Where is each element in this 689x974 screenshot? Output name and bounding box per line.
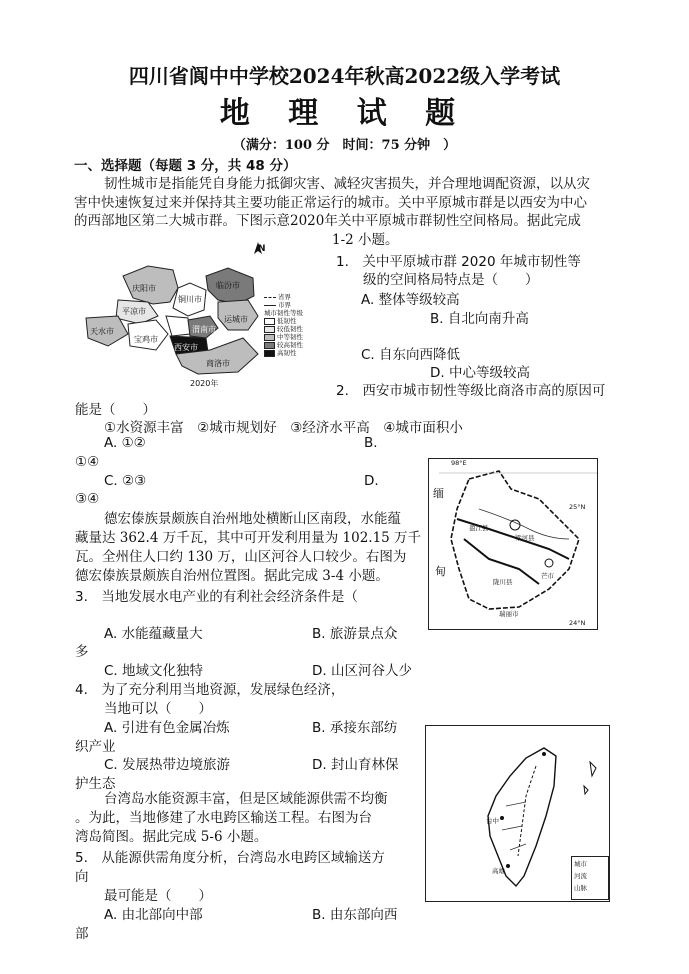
passage3-line2: 。为此，当地修建了水电跨区输送工程。右图为台: [75, 810, 372, 826]
q4-option-d-cont: 护生态: [75, 776, 116, 792]
q4-option-a[interactable]: A. 引进有色金属冶炼: [104, 720, 230, 736]
q4-option-b[interactable]: B. 承接东部纺: [312, 720, 398, 736]
islets: [584, 762, 596, 794]
section-heading: 一、选择题（每题 3 分，共 48 分）: [74, 158, 297, 174]
map2-place-ruili: 瑞丽市: [499, 610, 519, 618]
map3-legend-city: 城市: [574, 860, 587, 868]
q2-option-b-cont: ①④: [75, 454, 100, 470]
map2-lon: 98°E: [451, 459, 467, 467]
subject-title: 地 理 试 题: [219, 96, 470, 131]
q5-stem-line3: 最可能是（ ）: [104, 888, 212, 904]
legend-heading: 城市韧性等级: [264, 309, 303, 317]
q3-option-b[interactable]: B. 旅游景点众: [312, 626, 398, 642]
q2-option-d[interactable]: D.: [364, 473, 379, 489]
map1-label-tianshui: 天水市: [90, 327, 114, 336]
city-dot-icon-2: [500, 816, 504, 820]
q2-statements: ①水资源丰富 ②城市规划好 ③经济水平高 ④城市面积小: [104, 420, 463, 436]
legend-swatch-high: [264, 350, 275, 357]
q4-option-c[interactable]: C. 发展热带边境旅游: [104, 757, 231, 773]
dehong-map-drawing: [429, 459, 597, 629]
map3-city-gaoxiong: 高雄: [492, 867, 505, 875]
map2-place-mangshi: 芒市: [541, 572, 554, 580]
q1-option-c[interactable]: C. 自东向西降低: [361, 347, 461, 363]
q5-stem-line2: 向: [75, 869, 89, 885]
map2-place-longchuan: 陇川县: [493, 578, 513, 586]
map2-region: 缅: [433, 487, 444, 500]
taiwan-map: [425, 725, 610, 902]
passage1-line1: 韧性城市是指能凭自身能力抵御灾害、减轻灾害损失，并合理地调配资源，以从灾: [104, 176, 590, 192]
legend-city: 市界: [278, 301, 291, 309]
q2-stem-line2: 能是（ ）: [75, 402, 156, 418]
dehong-map: [428, 458, 598, 630]
q3-option-c[interactable]: C. 地域文化独特: [104, 663, 204, 679]
map1-label-yuncheng: 运城市: [224, 315, 248, 324]
q1-stem-line1: 1. 关中平原城市群 2020 年城市韧性等: [336, 254, 581, 270]
legend-lower: 较低韧性: [277, 325, 303, 333]
q1-option-d[interactable]: D. 中心等级较高: [430, 365, 530, 381]
legend-higher: 较高韧性: [277, 341, 303, 349]
q2-option-a[interactable]: A. ①②: [104, 435, 146, 451]
map2-region2: 甸: [435, 565, 446, 578]
passage2-line2: 藏量达 362.4 万千瓦，其中可开发利用量为 102.15 万千: [75, 530, 422, 546]
map2-lat1: 25°N: [569, 503, 586, 511]
map1-label-linfen: 临汾市: [216, 281, 240, 290]
legend-province: 省界: [278, 293, 291, 301]
q4-stem-line1: 4. 为了充分利用当地资源，发展绿色经济，: [75, 682, 345, 698]
passage2-line3: 瓦。全州住人口约 130 万，山区河谷人口较少。右图为: [75, 549, 407, 565]
passage3-line3: 湾岛简图。据此完成 5-6 小题。: [75, 829, 268, 845]
legend-high: 高韧性: [277, 349, 297, 357]
q5-option-b-cont: 部: [75, 926, 89, 942]
map1-label-qingyang: 庆阳市: [132, 284, 156, 293]
q2-option-c[interactable]: C. ②③: [104, 473, 147, 489]
guanzhong-map: [78, 238, 330, 390]
q4-stem-line2: 当地可以（ ）: [104, 701, 212, 717]
map1-label-baoji: 宝鸡市: [134, 335, 158, 344]
map1-label-xian: 西安市: [174, 343, 198, 352]
passage2-line1: 德宏傣族景颇族自治州地处横断山区南段，水能蕴: [104, 511, 401, 527]
map2-place-lianghe: 梁河县: [515, 534, 535, 542]
q3-stem: 3. 当地发展水电产业的有利社会经济条件是（: [75, 589, 358, 605]
map3-city-taizhong: 台中: [486, 817, 499, 825]
q2-option-b[interactable]: B.: [364, 435, 378, 451]
q4-option-b-cont: 织产业: [75, 739, 116, 755]
q3-option-d[interactable]: D. 山区河谷人少: [312, 663, 412, 679]
legend-mid: 中等韧性: [277, 333, 303, 341]
xianyang-region: [166, 316, 190, 336]
map1-label-pingliang: 平凉市: [122, 307, 146, 316]
q2-stem-line1: 2. 西安市城市韧性等级比商洛市高的原因可: [336, 383, 606, 399]
map3-legend-mountain: 山脉: [574, 884, 587, 892]
map1-north: N: [258, 244, 266, 254]
province-border-icon: [264, 297, 276, 298]
q3-option-b-cont: 多: [75, 644, 89, 660]
passage2-line4: 德宏傣族景颇族自治州位置图。据此完成 3-4 小题。: [75, 568, 389, 584]
map1-label-weinan: 渭南市: [192, 325, 216, 334]
exam-title: 四川省阆中中学校2024年秋高2022级入学考试: [128, 64, 561, 88]
map1-label-shangluo: 商洛市: [206, 359, 230, 368]
passage1-line2: 害中快速恢复过来并保持其主要功能正常运行的城市。关中平原城市群是以西安为中心: [74, 195, 587, 211]
passage1-line3: 的西部地区第二大城市群。下图示意2020年关中平原城市群韧性空间格局。据此完成: [74, 213, 581, 229]
map1-year: 2020年: [190, 379, 219, 388]
map2-lat2: 24°N: [569, 619, 586, 627]
passage3-line1: 台湾岛水能资源丰富，但是区域能源供需不均衡: [104, 791, 388, 807]
q5-option-a[interactable]: A. 由北部向中部: [104, 907, 203, 923]
q1-option-b[interactable]: B. 自北向南升高: [430, 311, 529, 327]
map2-place-yingjiang: 盈江县: [469, 524, 489, 532]
q5-option-b[interactable]: B. 由东部向西: [312, 907, 398, 923]
map1-label-tongchuan: 铜川市: [178, 295, 202, 304]
city-dot-icon-3: [506, 864, 510, 868]
city-dot-icon: [542, 752, 546, 756]
q3-option-a[interactable]: A. 水能蕴藏量大: [104, 626, 203, 642]
city-border-icon: [264, 305, 276, 306]
q2-option-d-cont: ③④: [75, 491, 100, 507]
map3-legend: [571, 856, 609, 900]
legend-low: 低韧性: [277, 317, 297, 325]
q4-option-d[interactable]: D. 封山育林保: [312, 757, 399, 773]
map3-legend-river: 河流: [574, 872, 587, 880]
score-time: （满分：100 分 时间：75 分钟 ）: [232, 138, 457, 153]
passage1-line4: 1-2 小题。: [332, 232, 399, 248]
q1-option-a[interactable]: A. 整体等级较高: [361, 292, 460, 308]
q5-stem-line1: 5. 从能源供需角度分析，台湾岛水电跨区域输送方: [75, 850, 385, 866]
q1-stem-line2: 级的空间格局特点是（ ）: [363, 272, 539, 288]
